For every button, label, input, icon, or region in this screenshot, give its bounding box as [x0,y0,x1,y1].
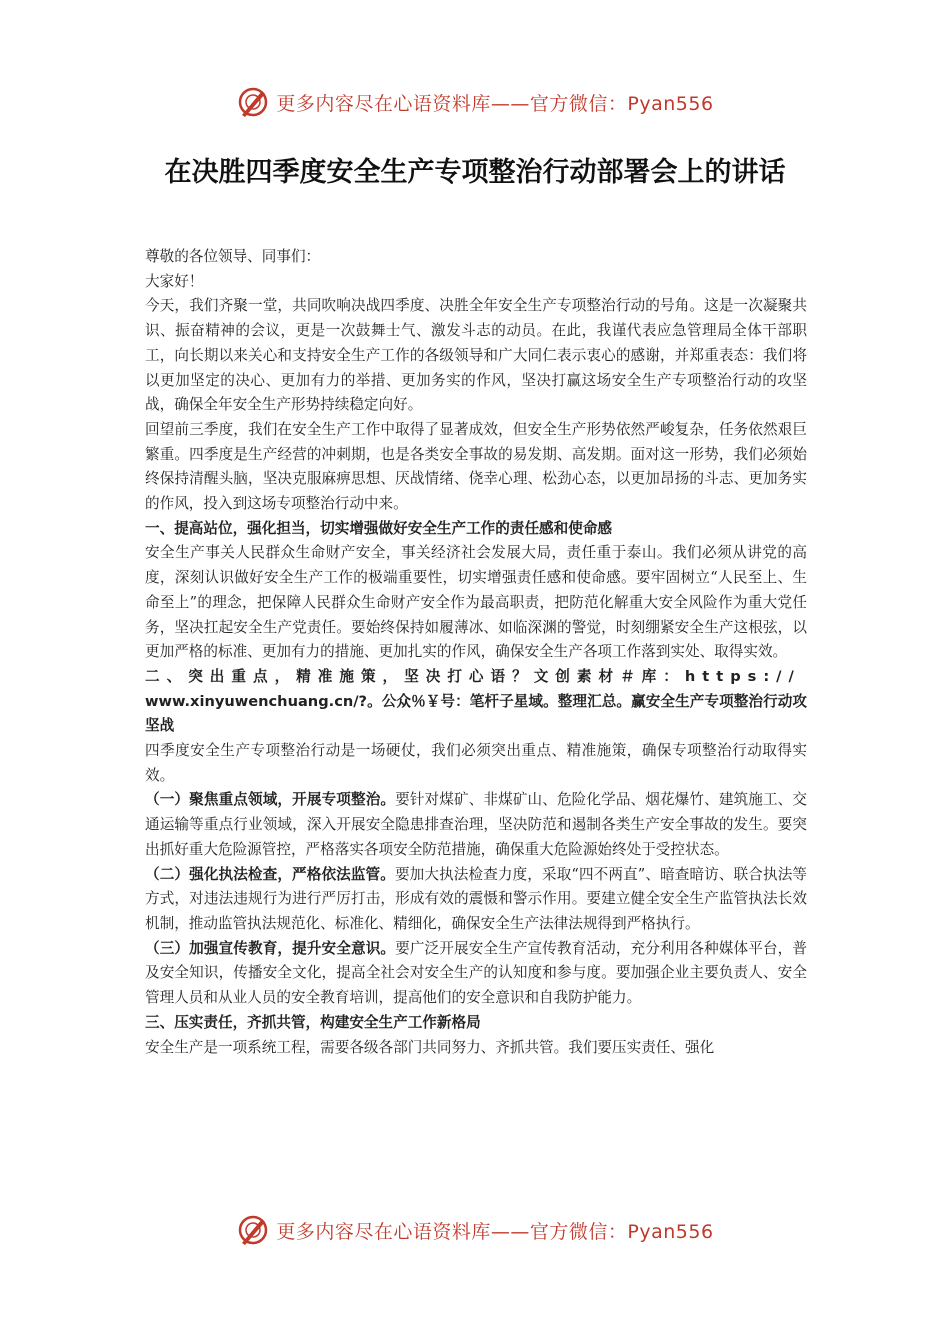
section-2-heading-line-1: 二、突出重点，精准施策，坚决打心语？文创素材＃库：https:// [145,667,801,685]
section-2-heading-line-2: www.xinyuwenchuang.cn/?。公众％￥号：笔杆子星域。整理汇总。赢安全生产专项整治行动攻坚战 [145,692,807,735]
intro-paragraph-2: 回望前三季度，我们在安全生产工作中取得了显著成效，但安全生产形势依然严峻复杂，任务依然艰巨繁重。四季度是生产经营的冲刺期，也是各类安全事故的易发期、高发期。面对这一形势，我们必须始终保持清醒头脑，坚决克服麻痹思想、厌战情绪、侥幸心理、松劲心态，以更加昂扬的斗志、更加务实的作风，投入到这场专项整治行动中来。 [145,420,807,513]
salutation: 尊敬的各位领导、同事们： [145,248,321,265]
item-3-lead: （三）加强宣传教育，提升安全意识。 [145,939,396,957]
watermark-text: 更多内容尽在心语资料库——官方微信：Pyan556 [276,92,714,115]
footer-watermark-banner [0,1210,950,1250]
item-3-body: 要广泛开展安全生产宣传教育活动，充分利用各种媒体平台，普及安全知识，传播安全文化，提高全社会对安全生产的认知度和参与度。要加强企业主要负责人、安全管理人员和从业人员的安全教育培训，提高他们的安全意识和自我防护能力。 [145,939,807,1007]
document-body [145,245,807,1060]
document-title: 在决胜四季度安全生产专项整治行动部署会上的讲话 [164,157,786,188]
section-3-heading: 三、压实责任，齐抓共管，构建安全生产工作新格局 [145,1013,481,1031]
item-1-body: 要针对煤矿、非煤矿山、危险化学品、烟花爆竹、建筑施工、交通运输等重点行业领域，深入开展安全隐患排查治理，坚决防范和遏制各类生产安全事故的发生。要突出抓好重大危险源管控，严格落实各项安全防范措施，确保重大危险源始终处于受控状态。 [145,791,807,858]
section-1-heading: 一、提高站位，强化担当，切实增强做好安全生产工作的责任感和使命感 [145,519,613,537]
section-2-item-1 [145,788,807,862]
header-watermark-banner [0,82,950,122]
section-1-body: 安全生产事关人民群众生命财产安全，事关经济社会发展大局，责任重于泰山。我们必须从讲党的高度，深刻认识做好安全生产工作的极端重要性，切实增强责任感和使命感。要牢固树立“人民至上、生命至上”的理念，把保障人民群众生命财产安全作为最高职责，把防范化解重大安全风险作为重大党任务，坚决扛起安全生产党责任。要始终保持如履薄冰、如临深渊的警觉，时刻绷紧安全生产这根弦，以更加严格的标准、更加有力的措施、更加扎实的作风，确保安全生产各项工作落到实处、取得实效。 [145,544,807,661]
section-2-item-2 [145,863,807,937]
section-2-intro: 四季度安全生产专项整治行动是一场硬仗，我们必须突出重点、精准施策，确保专项整治行动取得实效。 [145,742,807,784]
watermark-text: 更多内容尽在心语资料库——官方微信：Pyan556 [276,1220,714,1243]
pen-circle-logo-icon [236,85,270,119]
section-2-item-3 [145,937,807,1011]
greeting: 大家好！ [145,272,204,290]
item-2-lead: （二）强化执法检查，严格依法监管。 [145,865,395,883]
item-1-lead: （一）聚焦重点领域，开展专项整治。 [145,791,396,809]
section-3-body: 安全生产是一项系统工程，需要各级各部门共同努力、齐抓共管。我们要压实责任、强化 [145,1038,715,1056]
item-2-body: 要加大执法检查力度，采取“四不两直”、暗查暗访、联合执法等方式，对违法违规行为进行严厉打击，形成有效的震慑和警示作用。要建立健全安全生产监管执法长效机制，推动监管执法规范化、标准化、精细化，确保安全生产法律法规得到严格执行。 [145,865,807,932]
intro-paragraph-1: 今天，我们齐聚一堂，共同吹响决战四季度、决胜全年安全生产专项整治行动的号角。这是一次凝聚共识、振奋精神的会议，更是一次鼓舞士气、激发斗志的动员。在此，我谨代表应急管理局全体干部职工，向长期以来关心和支持安全生产工作的各级领导和广大同仁表示衷心的感谢，并郑重表态：我们将以更加坚定的决心、更加有力的举措、更加务实的作风，坚决打赢这场安全生产专项整治行动的攻坚战，确保全年安全生产形势持续稳定向好。 [145,297,807,414]
pen-circle-logo-icon [236,1213,270,1247]
